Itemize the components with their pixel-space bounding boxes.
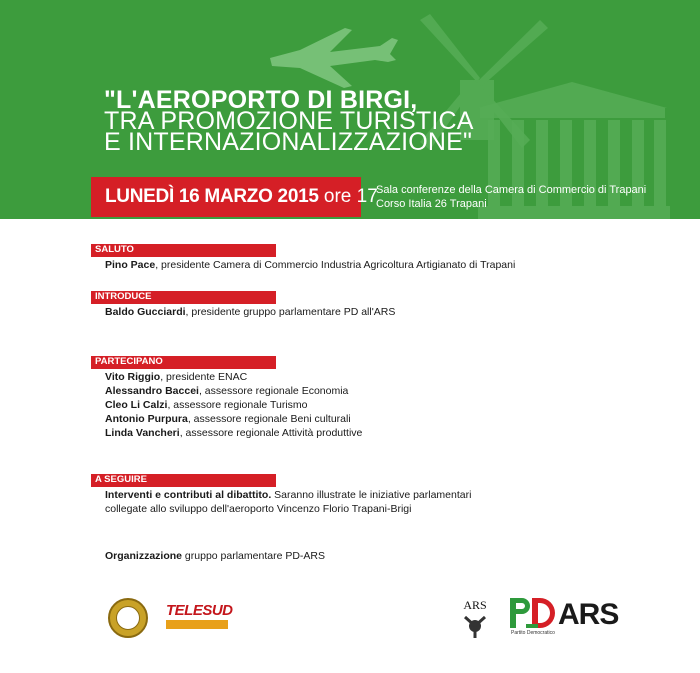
person-name: Cleo Li Calzi bbox=[105, 399, 168, 411]
list-item bbox=[105, 384, 531, 398]
section-body-introduce bbox=[91, 305, 531, 319]
section-body-a-seguire bbox=[91, 488, 531, 516]
section-label-partecipano: PARTECIPANO bbox=[91, 356, 276, 368]
section-label-saluto: SALUTO bbox=[91, 244, 276, 256]
pd-subtitle: Partito Democratico bbox=[511, 630, 555, 636]
person-role: , assessore regionale Beni culturali bbox=[187, 413, 351, 425]
person-role: , presidente gruppo parlamentare PD all'ARS bbox=[185, 306, 396, 318]
list-item bbox=[105, 398, 531, 412]
event-date: LUNEDÌ 16 MARZO 2015 bbox=[105, 186, 319, 207]
pd-ars-text: ARS bbox=[558, 598, 619, 631]
debate-text-1: Saranno illustrate le iniziative parlamentari bbox=[271, 489, 472, 501]
person-name: Antonio Purpura bbox=[105, 413, 188, 425]
section-partecipano bbox=[91, 356, 531, 440]
title-line-1: "L'AEROPORTO DI BIRGI, bbox=[104, 86, 418, 114]
pd-logo-icon bbox=[508, 596, 558, 630]
list-item bbox=[105, 426, 531, 440]
ars-emblem-logo bbox=[461, 598, 489, 640]
person-role: , assessore regionale Attività produttive bbox=[179, 427, 363, 439]
airplane-icon bbox=[270, 28, 398, 88]
list-item bbox=[105, 370, 531, 384]
event-title bbox=[104, 86, 474, 156]
title-line-3: E INTERNAZIONALIZZAZIONE" bbox=[104, 128, 473, 156]
venue-line-2: Corso Italia 26 Trapani bbox=[376, 198, 487, 210]
list-item bbox=[105, 258, 531, 272]
telesud-logo bbox=[166, 598, 233, 632]
person-name: Vito Riggio bbox=[105, 371, 161, 383]
list-item bbox=[105, 488, 531, 502]
section-body-partecipano bbox=[91, 370, 531, 440]
telesud-logo-text: TELESUD bbox=[166, 602, 233, 619]
section-label-a-seguire: A SEGUIRE bbox=[91, 474, 276, 486]
venue-line-1: Sala conferenze della Camera di Commercio di Trapani bbox=[376, 184, 647, 196]
section-introduce bbox=[91, 291, 531, 319]
trinacria-icon bbox=[461, 613, 489, 639]
event-time: ore 17 bbox=[318, 186, 378, 207]
section-a-seguire bbox=[91, 474, 531, 516]
date-box bbox=[91, 177, 378, 217]
list-item bbox=[105, 412, 531, 426]
debate-text-2: collegate allo sviluppo dell'aeroporto Vincenzo Florio Trapani-Brigi bbox=[105, 503, 412, 515]
person-name: Alessandro Baccei bbox=[105, 385, 199, 397]
person-name: Linda Vancheri bbox=[105, 427, 180, 439]
organizzazione bbox=[105, 550, 325, 562]
org-text: gruppo parlamentare PD-ARS bbox=[182, 550, 326, 562]
ars-emblem-text: ARS bbox=[463, 598, 487, 612]
section-label-introduce: INTRODUCE bbox=[91, 291, 276, 303]
person-role: , presidente ENAC bbox=[160, 371, 248, 383]
person-role: , assessore regionale Economia bbox=[198, 385, 349, 397]
title-line-2: TRA PROMOZIONE TURISTICA bbox=[104, 107, 474, 135]
venue bbox=[376, 183, 646, 211]
section-body-saluto bbox=[91, 258, 531, 272]
debate-heading: Interventi e contributi al dibattito. bbox=[105, 489, 272, 501]
org-label: Organizzazione bbox=[105, 550, 183, 562]
header-banner bbox=[0, 0, 700, 219]
list-item bbox=[105, 305, 531, 319]
section-saluto bbox=[91, 244, 531, 272]
pd-ars-logo bbox=[508, 596, 626, 642]
person-role: , presidente Camera di Commercio Industria Agricoltura Artigianato di Trapani bbox=[155, 259, 516, 271]
chamber-commerce-seal-logo bbox=[108, 598, 148, 638]
person-name: Pino Pace bbox=[105, 259, 156, 271]
person-role: , assessore regionale Turismo bbox=[167, 399, 308, 411]
person-name: Baldo Gucciardi bbox=[105, 306, 186, 318]
